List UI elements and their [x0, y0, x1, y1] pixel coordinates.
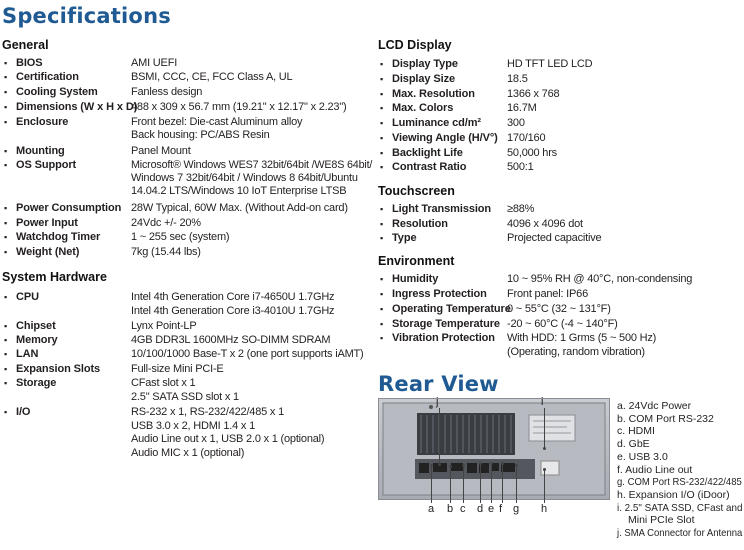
bullet-icon: ▪ — [380, 133, 384, 143]
spec-label: Enclosure — [16, 116, 69, 128]
bullet-icon: ▪ — [380, 59, 384, 69]
bullet-icon: ▪ — [380, 148, 384, 158]
callout-leader-line — [516, 465, 517, 503]
callout-d: d — [477, 503, 484, 515]
callout-leader-line — [439, 408, 440, 464]
spec-label: Mounting — [16, 145, 65, 157]
callout-g: g — [513, 503, 520, 515]
spec-label: Luminance cd/m² — [392, 117, 481, 129]
callout-dot — [449, 465, 452, 468]
spec-value: Lynx Point-LP — [131, 320, 197, 332]
rear-view-title: Rear View — [378, 372, 499, 396]
system-hardware-heading: System Hardware — [2, 270, 107, 284]
legend-item: g. COM Port RS-232/422/485 — [617, 476, 742, 489]
spec-label: Display Size — [392, 73, 455, 85]
bullet-icon: ▪ — [380, 118, 384, 128]
bullet-icon: ▪ — [4, 87, 8, 97]
bullet-icon: ▪ — [380, 319, 384, 329]
spec-label: I/O — [16, 406, 31, 418]
bullet-icon: ▪ — [4, 247, 8, 257]
spec-label: Expansion Slots — [16, 363, 101, 375]
callout-f: f — [499, 503, 503, 515]
spec-label: Viewing Angle (H/V°) — [392, 132, 498, 144]
lcd-display-heading: LCD Display — [378, 38, 452, 52]
spec-label: Certification — [16, 71, 79, 83]
spec-value: ≥88% — [507, 203, 535, 215]
spec-label: Light Transmission — [392, 203, 492, 215]
spec-value: Panel Mount — [131, 145, 191, 157]
bullet-icon: ▪ — [4, 364, 8, 374]
legend-item: j. SMA Connector for Antenna — [617, 527, 743, 539]
bullet-icon: ▪ — [380, 74, 384, 84]
callout-h: h — [541, 503, 548, 515]
spec-value: 4GB DDR3L 1600MHz SO-DIMM SDRAM — [131, 334, 331, 346]
bullet-icon: ▪ — [4, 160, 8, 170]
callout-leader-line — [450, 466, 451, 503]
bullet-icon: ▪ — [4, 58, 8, 68]
spec-value: Intel 4th Generation Core i3-4010U 1.7GHz — [131, 304, 335, 317]
spec-value: 170/160 — [507, 132, 546, 144]
bullet-icon: ▪ — [4, 102, 8, 112]
spec-value: -20 ~ 60°C (-4 ~ 140°F) — [507, 318, 618, 330]
spec-value: CFast slot x 1 — [131, 377, 196, 389]
callout-i: i — [541, 396, 544, 408]
callout-b: b — [447, 503, 454, 515]
spec-value: Full-size Mini PCI-E — [131, 363, 224, 375]
spec-label: OS Support — [16, 159, 77, 171]
spec-value: Audio Line out x 1, USB 2.0 x 1 (optional) — [131, 433, 325, 446]
spec-value: RS-232 x 1, RS-232/422/485 x 1 — [131, 406, 284, 418]
spec-value: Audio MIC x 1 (optional) — [131, 447, 245, 460]
callout-dot — [515, 464, 518, 467]
spec-value: Intel 4th Generation Core i7-4650U 1.7GHz — [131, 291, 335, 303]
legend-item: e. USB 3.0 — [617, 450, 668, 463]
bullet-icon: ▪ — [380, 89, 384, 99]
spec-label: Max. Colors — [392, 102, 454, 114]
bullet-icon: ▪ — [4, 292, 8, 302]
bullet-icon: ▪ — [380, 204, 384, 214]
bullet-icon: ▪ — [4, 378, 8, 388]
spec-value: 50,000 hrs — [507, 147, 557, 159]
spec-label: Weight (Net) — [16, 246, 80, 258]
callout-dot — [501, 462, 504, 465]
rear-view-device-image — [378, 398, 610, 500]
callout-dot — [543, 468, 546, 471]
callout-leader-line — [544, 469, 545, 503]
spec-value: 300 — [507, 117, 525, 129]
spec-label: Watchdog Timer — [16, 231, 101, 243]
spec-label: Backlight Life — [392, 147, 463, 159]
callout-leader-line — [502, 463, 503, 503]
spec-label: Ingress Protection — [392, 288, 487, 300]
spec-value: 16.7M — [507, 102, 537, 114]
spec-label: Type — [392, 232, 417, 244]
spec-value: 1366 x 768 — [507, 88, 560, 100]
spec-label: Power Input — [16, 217, 78, 229]
callout-c: c — [460, 503, 466, 515]
bullet-icon: ▪ — [380, 304, 384, 314]
spec-label: LAN — [16, 348, 39, 360]
bullet-icon: ▪ — [380, 233, 384, 243]
bullet-icon: ▪ — [4, 349, 8, 359]
bullet-icon: ▪ — [4, 146, 8, 156]
touchscreen-heading: Touchscreen — [378, 184, 455, 198]
spec-label: Power Consumption — [16, 202, 122, 214]
legend-item: Mini PCIe Slot — [628, 514, 695, 527]
spec-label: Resolution — [392, 218, 448, 230]
callout-dot — [543, 447, 546, 450]
spec-value: 500:1 — [507, 161, 534, 173]
environment-heading: Environment — [378, 254, 455, 268]
spec-value: 2.5" SATA SSD slot x 1 — [131, 390, 239, 403]
spec-value: BSMI, CCC, CE, FCC Class A, UL — [131, 71, 293, 83]
legend-item: b. COM Port RS-232 — [617, 412, 714, 425]
spec-label: Contrast Ratio — [392, 161, 467, 173]
callout-dot — [438, 463, 441, 466]
spec-value: 28W Typical, 60W Max. (Without Add-on card) — [131, 202, 348, 214]
callout-leader-line — [491, 463, 492, 503]
spec-value: 10 ~ 95% RH @ 40°C, non-condensing — [507, 273, 693, 285]
callout-j: j — [436, 396, 439, 408]
bullet-icon: ▪ — [4, 321, 8, 331]
spec-value: Windows 7 32bit/64bit / Windows 8 64bit/Ubuntu — [131, 172, 358, 185]
spec-label: Display Type — [392, 58, 458, 70]
bullet-icon: ▪ — [380, 333, 384, 343]
bullet-icon: ▪ — [4, 232, 8, 242]
spec-value: (Operating, random vibration) — [507, 345, 645, 358]
spec-label: Storage — [16, 377, 57, 389]
spec-label: Storage Temperature — [392, 318, 500, 330]
callout-leader-line — [480, 463, 481, 503]
bullet-icon: ▪ — [380, 103, 384, 113]
spec-value: 7kg (15.44 lbs) — [131, 246, 201, 258]
legend-item: c. HDMI — [617, 425, 655, 438]
bullet-icon: ▪ — [380, 162, 384, 172]
bullet-icon: ▪ — [4, 335, 8, 345]
legend-item: i. 2.5" SATA SSD, CFast and — [617, 501, 743, 514]
spec-label: Operating Temperature — [392, 303, 511, 315]
spec-label: Chipset — [16, 320, 56, 332]
spec-value: 14.04.2 LTS/Windows 10 IoT Enterprise LTSB — [131, 185, 347, 198]
specifications-title: Specifications — [2, 4, 171, 28]
callout-e: e — [488, 503, 495, 515]
general-heading: General — [2, 38, 49, 52]
legend-item: h. Expansion I/O (iDoor) — [617, 488, 730, 501]
legend-item: d. GbE — [617, 438, 650, 451]
spec-value: 18.5 — [507, 73, 528, 85]
spec-value: HD TFT LED LCD — [507, 58, 593, 70]
spec-value: Front bezel: Die-cast Aluminum alloy — [131, 116, 303, 128]
spec-value: 4096 x 4096 dot — [507, 218, 583, 230]
bullet-icon: ▪ — [4, 117, 8, 127]
callout-leader-line — [544, 408, 545, 448]
bullet-icon: ▪ — [4, 72, 8, 82]
spec-label: Humidity — [392, 273, 439, 285]
legend-item: a. 24Vdc Power — [617, 400, 692, 412]
bullet-icon: ▪ — [380, 274, 384, 284]
spec-label: Dimensions (W x H x D) — [16, 101, 138, 113]
spec-label: Memory — [16, 334, 58, 346]
spec-label: Max. Resolution — [392, 88, 475, 100]
legend-item: f. Audio Line out — [617, 463, 693, 476]
callout-dot — [490, 462, 493, 465]
spec-value: Microsoft® Windows WES7 32bit/64bit /WE8S 64bit/ — [131, 159, 373, 171]
callout-dot — [430, 464, 433, 467]
spec-label: CPU — [16, 291, 39, 303]
spec-value: 1 ~ 255 sec (system) — [131, 231, 230, 243]
callout-dot — [462, 464, 465, 467]
spec-value: AMI UEFI — [131, 57, 178, 69]
spec-value: Front panel: IP66 — [507, 288, 588, 300]
spec-label: Vibration Protection — [392, 332, 495, 344]
spec-value: With HDD: 1 Grms (5 ~ 500 Hz) — [507, 332, 657, 344]
bullet-icon: ▪ — [380, 219, 384, 229]
spec-value: 0 ~ 55°C (32 ~ 131°F) — [507, 303, 611, 315]
spec-value: 488 x 309 x 56.7 mm (19.21" x 12.17" x 2.23") — [131, 101, 347, 113]
spec-value: Back housing: PC/ABS Resin — [131, 129, 270, 142]
spec-value: 10/100/1000 Base-T x 2 (one port supports iAMT) — [131, 348, 364, 360]
bullet-icon: ▪ — [4, 407, 8, 417]
bullet-icon: ▪ — [4, 203, 8, 213]
spec-value: 24Vdc +/- 20% — [131, 217, 201, 229]
spec-value: Fanless design — [131, 86, 203, 98]
callout-dot — [479, 462, 482, 465]
callout-a: a — [428, 503, 435, 515]
callout-leader-line — [463, 465, 464, 503]
spec-value: Projected capacitive — [507, 232, 602, 244]
bullet-icon: ▪ — [4, 218, 8, 228]
bullet-icon: ▪ — [380, 289, 384, 299]
spec-label: BIOS — [16, 57, 43, 69]
spec-value: USB 3.0 x 2, HDMI 1.4 x 1 — [131, 419, 255, 432]
callout-leader-line — [431, 465, 432, 503]
spec-label: Cooling System — [16, 86, 98, 98]
